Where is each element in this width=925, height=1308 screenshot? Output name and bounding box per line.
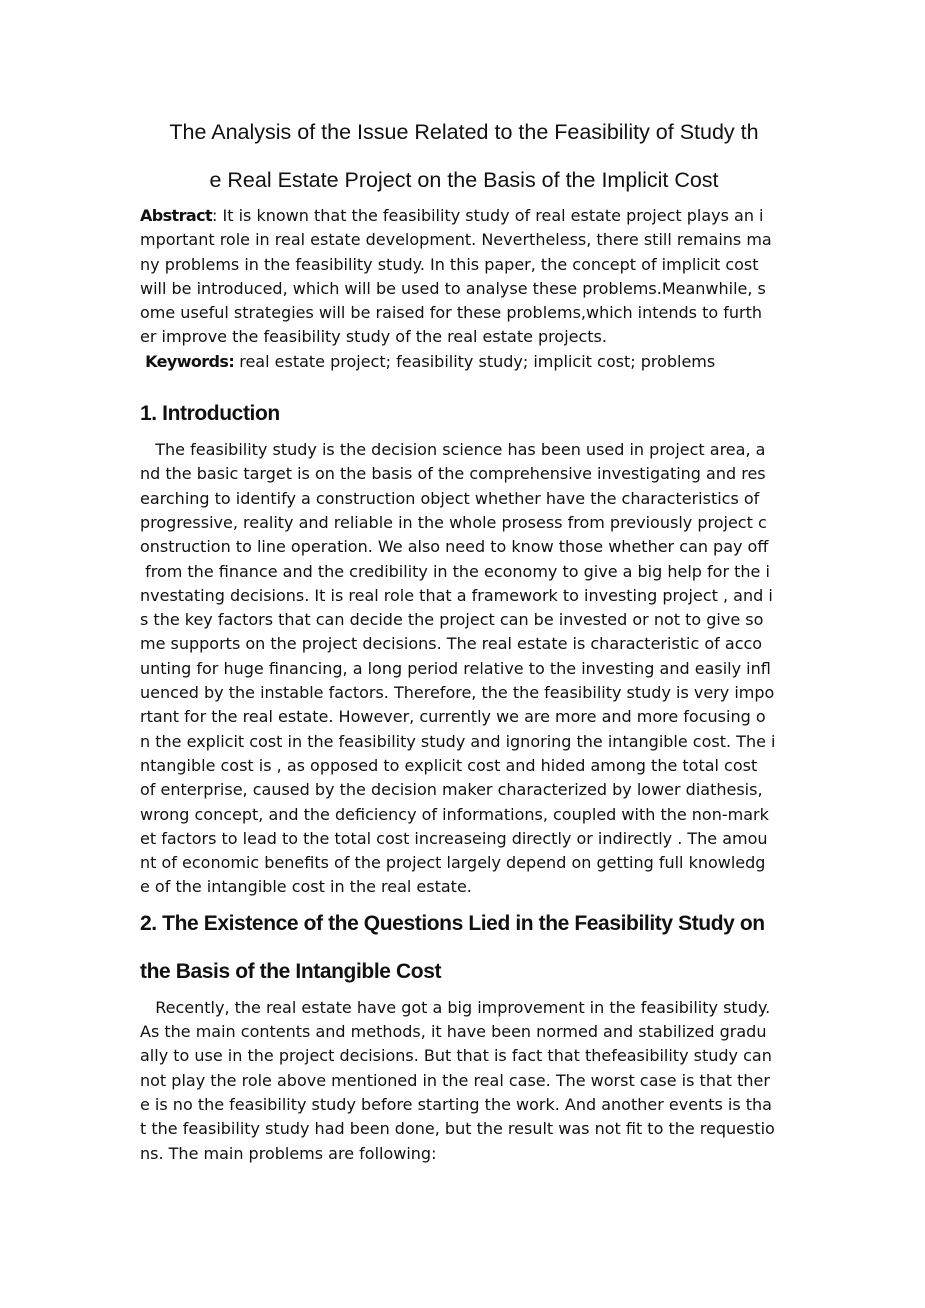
abstract-separator: : bbox=[212, 206, 223, 225]
body-line: t the feasibility study had been done, but the result was not fit to the requestio bbox=[140, 1119, 775, 1139]
body-line: nd the basic target is on the basis of the comprehensive investigating and res bbox=[140, 464, 766, 484]
body-line: rtant for the real estate. However, currently we are more and more focusing o bbox=[140, 707, 766, 727]
body-line: ally to use in the project decisions. But that is fact that thefeasibility study can bbox=[140, 1046, 772, 1066]
body-line: from the finance and the credibility in the economy to give a big help for the i bbox=[140, 561, 770, 581]
body-line: ns. The main problems are following: bbox=[140, 1143, 437, 1163]
abstract-first-line bbox=[140, 204, 788, 228]
keywords-line bbox=[140, 350, 788, 374]
keywords-label: Keywords: bbox=[145, 351, 235, 371]
body-line: wrong concept, and the deficiency of informations, coupled with the non-mark bbox=[140, 804, 769, 824]
paper-title bbox=[140, 108, 788, 204]
body-line: nt of economic benefits of the project largely depend on getting full knowledg bbox=[140, 853, 766, 873]
body-line: s the key factors that can decide the project can be invested or not to give so bbox=[140, 610, 764, 630]
body-line: The feasibility study is the decision science has been used in project area, a bbox=[140, 440, 766, 460]
section-heading: 2. The Existence of the Questions Lied in the Feasibility Study on bbox=[140, 911, 765, 935]
section-heading: 1. Introduction bbox=[140, 402, 280, 426]
abstract-label: Abstract bbox=[140, 206, 213, 225]
body-line: unting for huge financing, a long period relative to the investing and easily infl bbox=[140, 658, 771, 678]
body-line: Recently, the real estate have got a big improvement in the feasibility study. bbox=[140, 997, 771, 1017]
title-line-1: The Analysis of the Issue Related to the Feasibility of Study th bbox=[169, 120, 759, 144]
keywords-text: real estate project; feasibility study; implicit cost; problems bbox=[234, 351, 716, 371]
section-questions bbox=[140, 900, 788, 1166]
abstract-line: ome useful strategies will be raised for these problems,which intends to furth bbox=[140, 303, 763, 323]
body-line: n the explicit cost in the feasibility study and ignoring the intangible cost. The i bbox=[140, 731, 776, 751]
abstract-line: er improve the feasibility study of the real estate projects. bbox=[140, 327, 607, 347]
body-line: e of the intangible cost in the real estate. bbox=[140, 877, 472, 897]
body-line: earching to identify a construction object whether have the characteristics of bbox=[140, 488, 760, 508]
title-line-2: e Real Estate Project on the Basis of the Implicit Cost bbox=[209, 168, 719, 192]
section-heading: the Basis of the Intangible Cost bbox=[140, 959, 442, 983]
abstract-line: mportant role in real estate development. Nevertheless, there still remains ma bbox=[140, 230, 772, 250]
body-line: onstruction to line operation. We also need to know those whether can pay off bbox=[140, 537, 769, 557]
body-line: As the main contents and methods, it have been normed and stabilized gradu bbox=[140, 1022, 767, 1042]
abstract-line: It is known that the feasibility study of real estate project plays an i bbox=[222, 206, 764, 225]
body-line: ntangible cost is , as opposed to explicit cost and hided among the total cost bbox=[140, 755, 758, 775]
body-line: of enterprise, caused by the decision maker characterized by lower diathesis, bbox=[140, 780, 763, 800]
body-line: uenced by the instable factors. Therefore, the the feasibility study is very impo bbox=[140, 683, 775, 703]
body-line: not play the role above mentioned in the real case. The worst case is that ther bbox=[140, 1070, 770, 1090]
abstract-line: will be introduced, which will be used to analyse these problems.Meanwhile, s bbox=[140, 278, 766, 298]
section-body bbox=[140, 996, 788, 1166]
abstract bbox=[140, 204, 788, 374]
document-page bbox=[140, 108, 788, 1166]
body-line: e is no the feasibility study before starting the work. And another events is tha bbox=[140, 1094, 772, 1114]
body-line: et factors to lead to the total cost increaseing directly or indirectly . The amou bbox=[140, 828, 768, 848]
body-line: progressive, reality and reliable in the whole prosess from previously project c bbox=[140, 512, 767, 532]
body-line: nvestating decisions. It is real role that a framework to investing project , and i bbox=[140, 585, 773, 605]
body-line: me supports on the project decisions. The real estate is characteristic of acco bbox=[140, 634, 763, 654]
section-body bbox=[140, 438, 788, 900]
abstract-line: ny problems in the feasibility study. In this paper, the concept of implicit cost bbox=[140, 254, 759, 274]
section-introduction bbox=[140, 390, 788, 900]
